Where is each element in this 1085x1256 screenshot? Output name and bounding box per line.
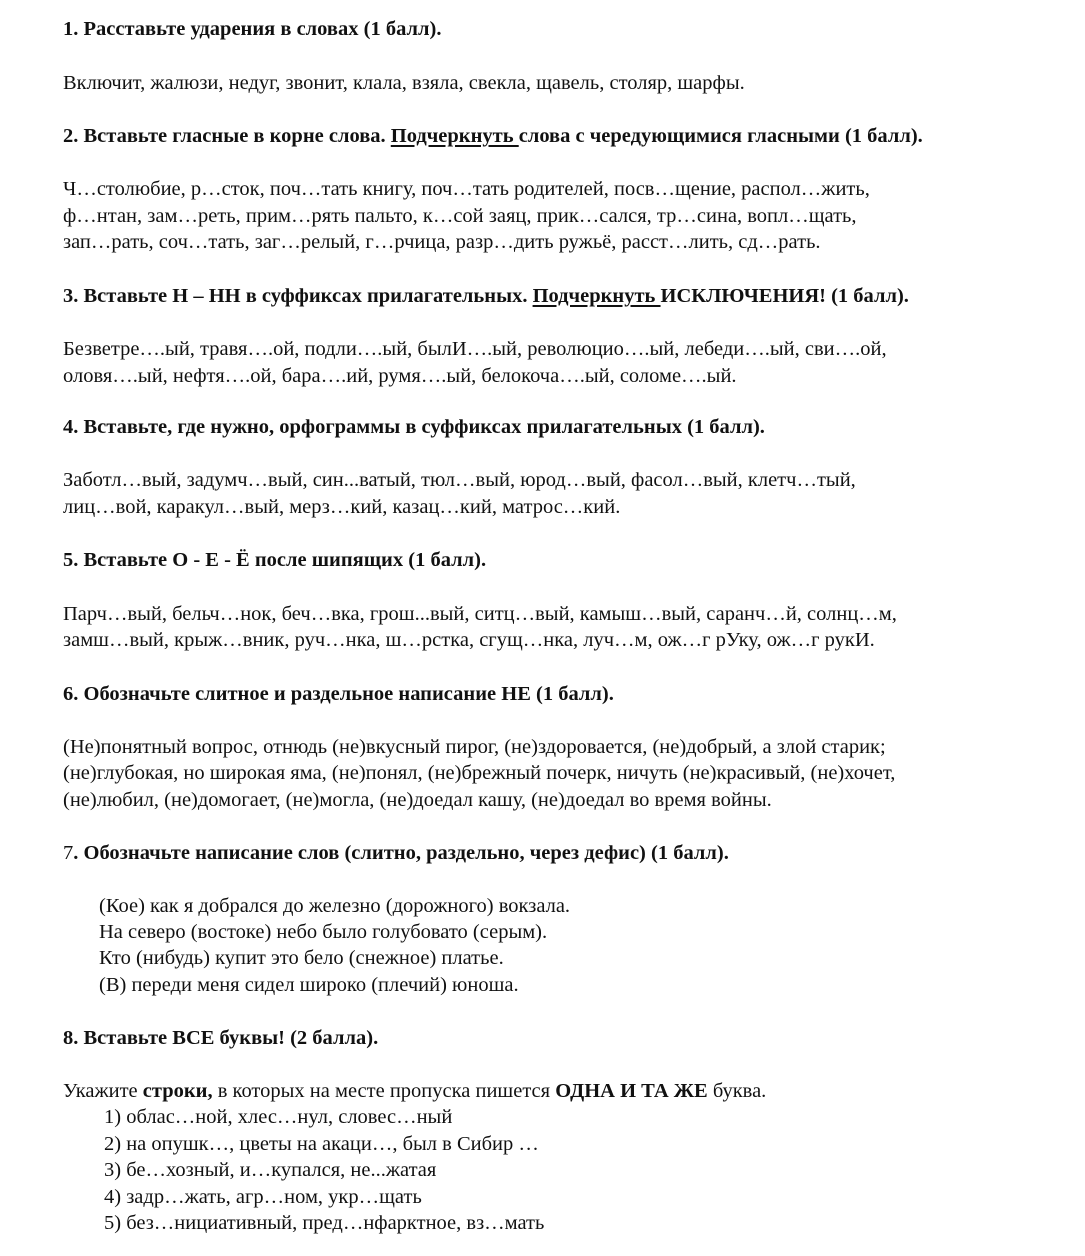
task-4-line-1: Заботл…вый, задумч…вый, син...ватый, тюл…вый, юрод…вый, фасол…вый, клетч…тый, (63, 469, 856, 491)
task-8-item-3: 3) бе…хозный, и…купался, не...жатая (104, 1159, 437, 1181)
task-3-line-1: Безветре….ый, травя….ой, подли….ый, былИ….ый, революцио….ый, лебеди….ый, сви….ой, (63, 338, 887, 360)
task-7-heading-text: . Обозначьте написание слов (слитно, раздельно, через дефис) (1 балл). (73, 842, 729, 864)
task-7-line-3: Кто (нибудь) купит это бело (снежное) платье. (99, 947, 504, 969)
task-2-line-1: Ч…столюбие, р…сток, поч…тать книгу, поч…тать родителей, посв…щение, распол…жить, (63, 178, 870, 200)
task-8-intro-bold-2: ОДНА И ТА ЖЕ (555, 1080, 708, 1102)
task-4-heading: 4. Вставьте, где нужно, орфограммы в суффиксах прилагательных (1 балл). (63, 416, 765, 438)
task-2-line-3: зап…рать, соч…тать, заг…релый, г…рчица, разр…дить ружьё, расст…лить, сд…рать. (63, 231, 821, 253)
task-8-intro (63, 1079, 766, 1103)
task-7-heading-number: 7 (63, 842, 74, 864)
task-3-heading-underlined: Подчеркнуть (532, 285, 661, 307)
task-2-heading-pre: 2. Вставьте гласные в корне слова. (63, 125, 391, 147)
task-8-intro-bold-1: строки, (142, 1080, 213, 1102)
task-8-item-5: 5) без…нициативный, пред…нфарктное, вз…мать (104, 1212, 545, 1234)
task-2-line-2: ф…нтан, зам…реть, прим…рять пальто, к…сой заяц, прик…сался, тр…сина, вопл…щать, (63, 205, 857, 227)
task-8-item-2: 2) на опушк…, цветы на акаци…, был в Сибир … (104, 1133, 539, 1155)
task-3-heading (63, 284, 909, 308)
task-7-line-1: (Кое) как я добрался до железно (дорожного) вокзала. (99, 895, 571, 917)
task-2-heading (63, 124, 923, 148)
task-3-heading-post: ИСКЛЮЧЕНИЯ! (1 балл). (660, 285, 909, 307)
task-4-line-2: лиц…вой, каракул…вый, мерз…кий, казац…кий, матрос…кий. (63, 496, 621, 518)
task-6-heading: 6. Обозначьте слитное и раздельное написание НЕ (1 балл). (63, 683, 614, 705)
task-5-heading: 5. Вставьте О - Е - Ё после шипящих (1 балл). (63, 549, 487, 571)
task-8-heading: 8. Вставьте ВСЕ буквы! (2 балла). (63, 1027, 379, 1049)
task-1-line-1: Включит, жалюзи, недуг, звонит, клала, взяла, свекла, щавель, столяр, шарфы. (63, 72, 745, 94)
task-2-heading-underlined: Подчеркнуть (390, 125, 519, 147)
task-5-line-1: Парч…вый, бельч…нок, беч…вка, грош...вый, ситц…вый, камыш…вый, саранч…й, солнц…м, (63, 603, 897, 625)
task-3-line-2: оловя….ый, нефтя….ой, бара….ий, румя….ый, белокоча….ый, соломе….ый. (63, 365, 737, 387)
task-6-line-1: (Не)понятный вопрос, отнюдь (не)вкусный пирог, (не)здоровается, (не)добрый, а злой старик; (63, 736, 886, 758)
task-8-intro-part-3: буква. (707, 1080, 767, 1102)
task-7-line-2: На северо (востоке) небо было голубовато (серым). (99, 921, 548, 943)
task-1-heading: 1. Расставьте ударения в словах (1 балл). (63, 18, 442, 40)
task-8-item-4: 4) задр…жать, агр…ном, укр…щать (104, 1186, 422, 1208)
task-8-intro-part-2: в которых на месте пропуска пишется (212, 1080, 556, 1102)
task-7-line-4: (В) переди меня сидел широко (плечий) юноша. (99, 974, 519, 996)
task-3-heading-pre: 3. Вставьте Н – НН в суффиксах прилагательных. (63, 285, 533, 307)
task-8-intro-part-1: Укажите (63, 1080, 143, 1102)
task-2-heading-post: слова с чередующимися гласными (1 балл). (518, 125, 923, 147)
task-8-item-1: 1) облас…ной, хлес…нул, словес…ный (104, 1106, 453, 1128)
task-7-heading (63, 841, 729, 865)
task-6-line-3: (не)любил, (не)домогает, (не)могла, (не)доедал кашу, (не)доедал во время войны. (63, 789, 772, 811)
task-5-line-2: замш…вый, крыж…вник, руч…нка, ш…рстка, сгущ…нка, луч…м, ож…г рУку, ож…г рукИ. (63, 629, 875, 651)
task-6-line-2: (не)глубокая, но широкая яма, (не)понял, (не)брежный почерк, ничуть (не)красивый, (не)хочет, (63, 762, 896, 784)
